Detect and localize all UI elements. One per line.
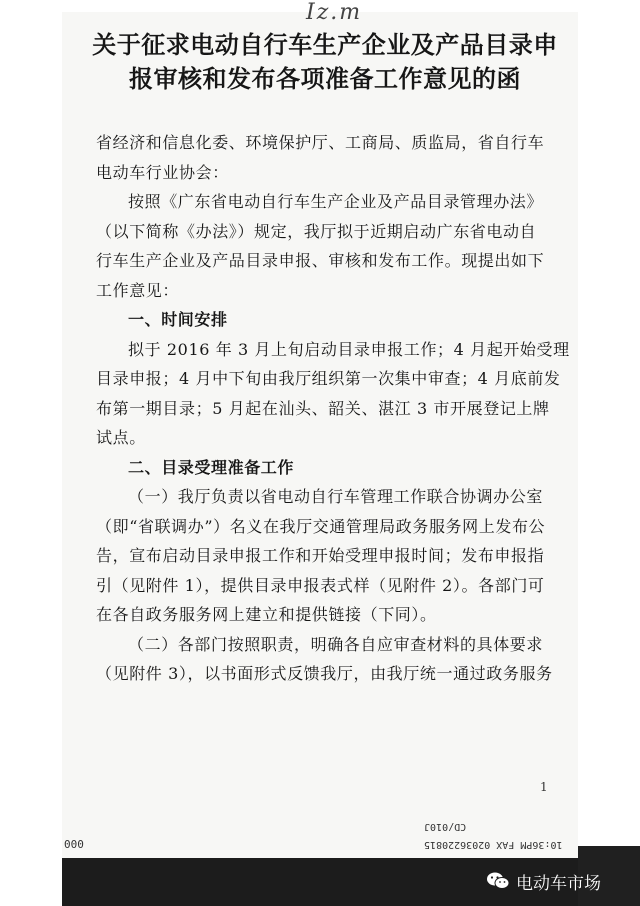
body-line: 行车生产企业及产品目录申报、审核和发布工作。现提出如下 <box>96 251 545 270</box>
fax-header: 10:36PM FAX 02036220815 <box>424 839 563 850</box>
wechat-icon <box>486 871 510 891</box>
section-heading <box>96 305 564 335</box>
fax-code: CD/010J <box>424 821 467 832</box>
body-line: 按照《广东省电动自行车生产企业及产品目录管理办法》 <box>128 192 544 211</box>
section-heading-text: 一、时间安排 <box>128 310 228 329</box>
watermark <box>486 866 601 896</box>
watermark-text: 电动车市场 <box>516 873 601 894</box>
body-line: （一）我厅负责以省电动自行车管理工作联合协调办公室 <box>128 487 544 506</box>
document-title <box>92 28 558 96</box>
body-line: 在各自政务服务网上建立和提供链接（下同）。 <box>96 605 437 624</box>
body-line: （即“省联调办”）名义在我厅交通管理局政务服务网上发布公 <box>96 516 546 536</box>
page-number: 1 <box>540 780 548 794</box>
body-line: （以下简称《办法》）规定，我厅拟于近期启动广东省电动自 <box>96 221 537 241</box>
body-line: 电动车行业协会： <box>96 162 229 182</box>
body-line: 试点。 <box>96 428 146 447</box>
body-line: 目录申报；4 月中下旬由我厅组织第一次集中审查；4 月底前发 <box>96 369 561 388</box>
body-line: （见附件 3），以书面形式反馈我厅，由我厅统一通过政务服务 <box>96 664 553 683</box>
body-line: 拟于 2016 年 3 月上旬启动目录申报工作；4 月起开始受理 <box>128 339 570 359</box>
document-body <box>96 128 570 689</box>
body-line: 工作意见： <box>96 280 180 300</box>
body-line: 告，宣布启动目录申报工作和开始受理申报时间；发布申报指 <box>96 546 545 565</box>
handwritten-mark: Iz.m <box>306 0 363 25</box>
body-line: 引（见附件 1），提供目录申报表式样（见附件 2）。各部门可 <box>96 575 545 595</box>
title-line-1: 关于征求电动自行车生产企业及产品目录申 <box>92 30 558 59</box>
fax-stamp <box>422 740 572 850</box>
body-line: 布第一期目录；5 月起在汕头、韶关、湛江 3 市开展登记上牌 <box>96 398 550 418</box>
fax-left-mark: 000 <box>64 838 84 851</box>
title-line-2: 报审核和发布各项准备工作意见的函 <box>129 64 521 93</box>
section-heading-text: 二、目录受理准备工作 <box>128 457 295 477</box>
body-line: 省经济和信息化委、环境保护厅、工商局、质监局，省自行车 <box>96 133 545 152</box>
section-heading <box>96 453 564 483</box>
body-line: （二）各部门按照职责，明确各自应审查材料的具体要求 <box>128 634 544 654</box>
